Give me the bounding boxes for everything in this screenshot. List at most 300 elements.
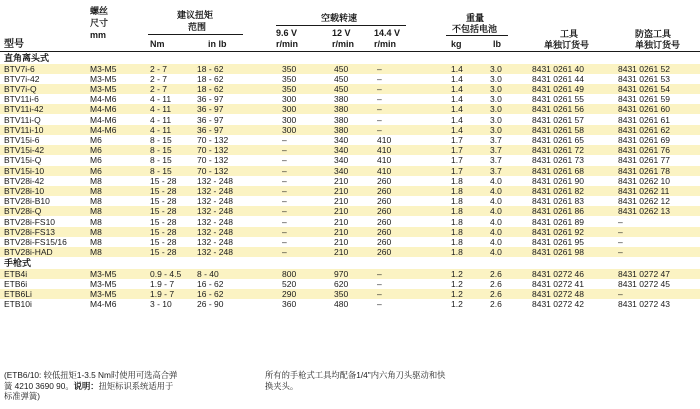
- table-row: [0, 289, 700, 299]
- header-torque-inlb: in lb: [208, 39, 227, 49]
- cell-model: BTV15i-6: [4, 134, 40, 145]
- cell-lb: 3.0: [490, 63, 502, 74]
- cell-model: BTV28i-FS13: [4, 226, 56, 237]
- cell-kg: 1.4: [451, 83, 463, 94]
- cell-s96: –: [282, 145, 287, 156]
- cell-anti: 8431 0262 13: [618, 206, 670, 217]
- cell-s144: –: [377, 268, 382, 279]
- cell-s144: 260: [377, 175, 392, 186]
- cell-s12: 970: [334, 268, 349, 279]
- cell-thread: M3-M5: [90, 83, 117, 94]
- cell-s144: –: [377, 73, 382, 84]
- table-row: [0, 227, 700, 237]
- cell-tool: 8431 0261 98: [532, 247, 584, 258]
- cell-s144: 410: [377, 134, 392, 145]
- cell-s96: –: [282, 236, 287, 247]
- cell-nm: 4 - 11: [150, 124, 172, 135]
- cell-tool: 8431 0261 40: [532, 63, 584, 74]
- cell-nm: 8 - 15: [150, 165, 172, 176]
- table-row: [0, 125, 700, 135]
- table-row: [0, 104, 700, 114]
- cell-s144: –: [377, 279, 382, 289]
- cell-nm: 1.9 - 7: [150, 289, 175, 300]
- cell-tool: 8431 0272 46: [532, 268, 584, 279]
- cell-inlb: 70 - 132: [197, 155, 229, 166]
- cell-s96: –: [282, 175, 287, 186]
- cell-thread: M8: [90, 226, 102, 237]
- cell-anti: 8431 0262 10: [618, 175, 670, 186]
- table-row: [0, 196, 700, 206]
- cell-s96: –: [282, 155, 287, 166]
- cell-lb: 4.0: [490, 226, 502, 237]
- cell-anti: 8431 0272 45: [618, 279, 670, 289]
- footnote-right: [265, 370, 515, 391]
- footnote-left: [4, 370, 264, 402]
- cell-kg: 1.4: [451, 63, 463, 74]
- cell-kg: 1.7: [451, 165, 463, 176]
- cell-lb: 3.7: [490, 165, 502, 176]
- table-row: [0, 269, 700, 279]
- cell-s96: 350: [282, 63, 297, 74]
- cell-s96: 300: [282, 94, 297, 105]
- header-weight-sub: 不包括电池: [452, 24, 498, 34]
- cell-nm: 1.9 - 7: [150, 279, 175, 289]
- cell-tool: 8431 0261 65: [532, 134, 584, 145]
- cell-model: BTV28i-42: [4, 175, 45, 186]
- weight-underline: [446, 35, 508, 36]
- cell-kg: 1.8: [451, 226, 463, 237]
- cell-thread: M8: [90, 216, 102, 227]
- header-torque-2: 范围: [188, 22, 207, 32]
- cell-model: BTV28i-Q: [4, 206, 42, 217]
- cell-anti: 8431 0261 54: [618, 83, 670, 94]
- cell-s96: –: [282, 226, 287, 237]
- cell-lb: 2.6: [490, 289, 502, 300]
- cell-lb: 3.7: [490, 155, 502, 166]
- table-row: [0, 217, 700, 227]
- cell-anti: –: [618, 226, 623, 237]
- footnote-left-line-3: 扭矩标识系统适用于: [98, 380, 174, 391]
- cell-kg: 1.4: [451, 114, 463, 125]
- cell-s12: 350: [334, 289, 349, 300]
- cell-nm: 15 - 28: [150, 185, 177, 196]
- cell-inlb: 132 - 248: [197, 216, 233, 227]
- cell-kg: 1.8: [451, 175, 463, 186]
- cell-s12: 620: [334, 279, 349, 289]
- cell-thread: M8: [90, 247, 102, 258]
- cell-inlb: 18 - 62: [197, 73, 224, 84]
- cell-lb: 4.0: [490, 247, 502, 258]
- cell-nm: 15 - 28: [150, 196, 177, 207]
- cell-model: BTV28i-FS10: [4, 216, 56, 227]
- cell-s144: 410: [377, 145, 392, 156]
- cell-s144: –: [377, 83, 382, 94]
- cell-s144: 260: [377, 196, 392, 207]
- cell-kg: 1.7: [451, 134, 463, 145]
- table-row: [0, 247, 700, 257]
- cell-s96: –: [282, 247, 287, 258]
- cell-thread: M6: [90, 165, 102, 176]
- cell-lb: 3.0: [490, 104, 502, 115]
- cell-lb: 4.0: [490, 216, 502, 227]
- cell-kg: 1.8: [451, 216, 463, 227]
- cell-anti: 8431 0261 61: [618, 114, 670, 125]
- cell-tool: 8431 0272 41: [532, 279, 584, 289]
- footnote-right-line-1: 所有的手枪式工具均配备1/4"内六角刀头驱动和快: [265, 370, 446, 380]
- cell-tool: 8431 0261 56: [532, 104, 584, 115]
- cell-thread: M4-M6: [90, 124, 117, 135]
- cell-s144: –: [377, 63, 382, 74]
- cell-anti: 8431 0261 77: [618, 155, 670, 166]
- cell-inlb: 18 - 62: [197, 63, 224, 74]
- torque-underline: [148, 34, 243, 35]
- table-row: [0, 94, 700, 104]
- header-model: 型号: [4, 39, 24, 50]
- cell-s12: 210: [334, 247, 349, 258]
- cell-nm: 0.9 - 4.5: [150, 268, 182, 279]
- cell-model: BTV15i-10: [4, 165, 45, 176]
- cell-kg: 1.4: [451, 104, 463, 115]
- cell-anti: 8431 0261 53: [618, 73, 670, 84]
- cell-nm: 4 - 11: [150, 104, 172, 115]
- cell-anti: 8431 0261 76: [618, 145, 670, 156]
- cell-thread: M6: [90, 155, 102, 166]
- cell-lb: 3.0: [490, 94, 502, 105]
- cell-lb: 2.6: [490, 268, 502, 279]
- cell-s12: 210: [334, 196, 349, 207]
- cell-s12: 210: [334, 236, 349, 247]
- cell-s96: 520: [282, 279, 297, 289]
- cell-s144: 260: [377, 226, 392, 237]
- cell-tool: 8431 0261 49: [532, 83, 584, 94]
- cell-kg: 1.4: [451, 73, 463, 84]
- cell-model: BTV7i-Q: [4, 83, 37, 94]
- cell-lb: 3.7: [490, 134, 502, 145]
- header-144v-unit: r/min: [374, 39, 397, 49]
- cell-thread: M3-M5: [90, 73, 117, 84]
- cell-kg: 1.2: [451, 289, 463, 300]
- table-row: [0, 115, 700, 125]
- cell-nm: 8 - 15: [150, 145, 172, 156]
- cell-inlb: 132 - 248: [197, 185, 233, 196]
- cell-inlb: 70 - 132: [197, 134, 229, 145]
- header-lb: lb: [493, 39, 501, 49]
- cell-s144: –: [377, 104, 382, 115]
- cell-tool: 8431 0261 73: [532, 155, 584, 166]
- cell-s144: 260: [377, 236, 392, 247]
- speed-underline: [276, 25, 406, 26]
- cell-nm: 15 - 28: [150, 226, 177, 237]
- header-thread-2: 尺寸: [90, 18, 109, 28]
- cell-anti: 8431 0262 11: [618, 185, 670, 196]
- cell-tool: 8431 0272 48: [532, 289, 584, 300]
- cell-inlb: 26 - 90: [197, 299, 224, 310]
- cell-anti: 8431 0261 62: [618, 124, 670, 135]
- cell-model: ETB4i: [4, 268, 28, 279]
- section-title: 手枪式: [4, 258, 32, 269]
- cell-thread: M8: [90, 185, 102, 196]
- cell-anti: 8431 0261 59: [618, 94, 670, 105]
- cell-s144: –: [377, 124, 382, 135]
- cell-nm: 15 - 28: [150, 247, 177, 258]
- cell-lb: 4.0: [490, 236, 502, 247]
- cell-tool: 8431 0261 72: [532, 145, 584, 156]
- cell-inlb: 132 - 248: [197, 206, 233, 217]
- cell-inlb: 132 - 248: [197, 196, 233, 207]
- cell-tool: 8431 0261 44: [532, 73, 584, 84]
- cell-s12: 340: [334, 165, 349, 176]
- table-row: [0, 84, 700, 94]
- cell-tool: 8431 0272 42: [532, 299, 584, 310]
- cell-s144: 260: [377, 185, 392, 196]
- header-tool-2: 单独订货号: [544, 40, 590, 50]
- cell-s12: 340: [334, 134, 349, 145]
- cell-model: ETB10i: [4, 299, 32, 310]
- header-bottom-rule: [0, 51, 700, 52]
- cell-s12: 210: [334, 226, 349, 237]
- header-weight: 重量: [466, 13, 485, 23]
- table-row: [0, 186, 700, 196]
- cell-s12: 480: [334, 299, 349, 310]
- cell-thread: M3-M5: [90, 279, 117, 289]
- cell-model: BTV28i-10: [4, 185, 45, 196]
- cell-kg: 1.4: [451, 94, 463, 105]
- table-row: [0, 145, 700, 155]
- table-header: [0, 0, 700, 52]
- cell-model: BTV11i-42: [4, 104, 44, 115]
- cell-thread: M8: [90, 196, 102, 207]
- cell-kg: 1.8: [451, 206, 463, 217]
- cell-nm: 8 - 15: [150, 155, 172, 166]
- cell-s12: 450: [334, 63, 349, 74]
- cell-s96: 350: [282, 83, 297, 94]
- cell-nm: 2 - 7: [150, 83, 168, 94]
- cell-lb: 4.0: [490, 196, 502, 207]
- cell-thread: M4-M6: [90, 94, 117, 105]
- cell-lb: 3.0: [490, 83, 502, 94]
- cell-s12: 210: [334, 206, 349, 217]
- cell-s144: 260: [377, 216, 392, 227]
- cell-anti: 8431 0261 52: [618, 63, 670, 74]
- cell-s96: 300: [282, 114, 297, 125]
- table-row: [0, 74, 700, 84]
- cell-s144: 410: [377, 165, 392, 176]
- cell-tool: 8431 0261 55: [532, 94, 584, 105]
- header-anti-2: 单独订货号: [635, 40, 681, 50]
- cell-nm: 8 - 15: [150, 134, 172, 145]
- cell-tool: 8431 0261 90: [532, 175, 584, 186]
- cell-inlb: 36 - 97: [197, 94, 224, 105]
- header-tool-1: 工具: [560, 29, 579, 39]
- cell-model: BTV15i-Q: [4, 155, 42, 166]
- cell-thread: M8: [90, 236, 102, 247]
- table-row: [0, 64, 700, 74]
- cell-lb: 3.7: [490, 145, 502, 156]
- cell-anti: –: [618, 236, 623, 247]
- cell-lb: 4.0: [490, 185, 502, 196]
- cell-model: BTV11i-6: [4, 94, 39, 105]
- header-kg: kg: [451, 39, 462, 49]
- cell-s96: –: [282, 196, 287, 207]
- cell-tool: 8431 0261 58: [532, 124, 584, 135]
- cell-kg: 1.7: [451, 155, 463, 166]
- cell-tool: 8431 0261 83: [532, 196, 584, 207]
- footnote-left-line-4: 标准弹簧): [4, 391, 40, 401]
- cell-anti: –: [618, 216, 623, 227]
- cell-anti: 8431 0272 47: [618, 268, 670, 279]
- cell-s12: 450: [334, 73, 349, 84]
- cell-lb: 2.6: [490, 279, 502, 289]
- cell-kg: 1.8: [451, 247, 463, 258]
- cell-s96: 800: [282, 268, 297, 279]
- cell-thread: M3-M5: [90, 268, 117, 279]
- cell-tool: 8431 0261 86: [532, 206, 584, 217]
- cell-anti: 8431 0261 69: [618, 134, 670, 145]
- cell-s96: –: [282, 185, 287, 196]
- table-row: [0, 155, 700, 165]
- cell-kg: 1.8: [451, 196, 463, 207]
- cell-kg: 1.7: [451, 145, 463, 156]
- footnote-left-line-1: (ETB6/10: 较低扭矩1-3.5 Nm时使用可选高合弹: [4, 370, 178, 380]
- cell-nm: 3 - 10: [150, 299, 172, 310]
- cell-thread: M6: [90, 134, 102, 145]
- cell-inlb: 132 - 248: [197, 226, 233, 237]
- cell-s96: 290: [282, 289, 297, 300]
- cell-s96: –: [282, 134, 287, 145]
- cell-s144: 260: [377, 247, 392, 258]
- cell-thread: M4-M6: [90, 104, 117, 115]
- cell-lb: 4.0: [490, 175, 502, 186]
- cell-model: BTV7i-42: [4, 73, 40, 84]
- cell-s96: –: [282, 216, 287, 227]
- cell-inlb: 36 - 97: [197, 114, 224, 125]
- footnote-left-line-2: 簧 4210 3690 90。: [4, 380, 74, 391]
- cell-model: BTV15i-42: [4, 145, 45, 156]
- cell-thread: M3-M5: [90, 63, 117, 74]
- cell-anti: –: [618, 247, 623, 258]
- cell-s12: 210: [334, 185, 349, 196]
- cell-tool: 8431 0261 95: [532, 236, 584, 247]
- cell-anti: –: [618, 289, 623, 300]
- header-144v: 14.4 V: [374, 28, 401, 38]
- table-row: [0, 279, 700, 289]
- cell-kg: 1.8: [451, 185, 463, 196]
- header-thread-1: 螺丝: [90, 6, 109, 16]
- table-row: [0, 237, 700, 247]
- cell-thread: M8: [90, 206, 102, 217]
- cell-s144: –: [377, 94, 382, 105]
- cell-nm: 15 - 28: [150, 175, 177, 186]
- cell-inlb: 18 - 62: [197, 83, 224, 94]
- cell-nm: 15 - 28: [150, 236, 177, 247]
- cell-lb: 2.6: [490, 299, 502, 310]
- header-torque-nm: Nm: [150, 39, 165, 49]
- cell-inlb: 8 - 40: [197, 268, 219, 279]
- header-torque-1: 建议扭矩: [177, 10, 214, 20]
- cell-s144: 260: [377, 206, 392, 217]
- cell-s144: –: [377, 299, 382, 310]
- cell-nm: 4 - 11: [150, 114, 172, 125]
- cell-s12: 210: [334, 216, 349, 227]
- cell-thread: M6: [90, 145, 102, 156]
- footnote-right-line-2: 换夹头。: [265, 380, 299, 391]
- cell-thread: M4-M6: [90, 114, 117, 125]
- cell-inlb: 16 - 62: [197, 279, 224, 289]
- cell-lb: 3.0: [490, 73, 502, 84]
- cell-lb: 4.0: [490, 206, 502, 217]
- cell-anti: 8431 0261 60: [618, 104, 670, 115]
- table-row: [0, 206, 700, 216]
- cell-inlb: 70 - 132: [197, 165, 229, 176]
- cell-inlb: 132 - 248: [197, 236, 233, 247]
- cell-nm: 15 - 28: [150, 216, 177, 227]
- cell-nm: 2 - 7: [150, 63, 168, 74]
- header-12v-unit: r/min: [332, 39, 355, 49]
- cell-kg: 1.4: [451, 124, 463, 135]
- cell-s12: 380: [334, 114, 349, 125]
- cell-tool: 8431 0261 82: [532, 185, 584, 196]
- cell-inlb: 36 - 97: [197, 124, 224, 135]
- cell-inlb: 70 - 132: [197, 145, 229, 156]
- header-96v-unit: r/min: [276, 39, 299, 49]
- cell-anti: 8431 0272 43: [618, 299, 670, 310]
- cell-s144: –: [377, 289, 382, 300]
- cell-s12: 210: [334, 175, 349, 186]
- table-row: [0, 166, 700, 176]
- cell-s96: 300: [282, 124, 297, 135]
- footnote-note-label: 说明：: [73, 380, 99, 391]
- cell-s144: –: [377, 114, 382, 125]
- cell-s12: 380: [334, 94, 349, 105]
- cell-model: BTV11i-10: [4, 124, 44, 135]
- cell-s96: 300: [282, 104, 297, 115]
- header-anti-1: 防盗工具: [635, 29, 672, 39]
- cell-s96: –: [282, 206, 287, 217]
- header-thread-3: mm: [90, 30, 107, 40]
- cell-anti: 8431 0261 78: [618, 165, 670, 176]
- cell-s96: –: [282, 165, 287, 176]
- cell-model: BTV11i-Q: [4, 114, 41, 125]
- cell-kg: 1.2: [451, 299, 463, 310]
- cell-nm: 4 - 11: [150, 94, 172, 105]
- cell-model: ETB6i: [4, 279, 28, 289]
- cell-tool: 8431 0261 57: [532, 114, 584, 125]
- cell-s12: 380: [334, 124, 349, 135]
- cell-nm: 2 - 7: [150, 73, 168, 84]
- cell-tool: 8431 0261 92: [532, 226, 584, 237]
- cell-s12: 450: [334, 83, 349, 94]
- cell-thread: M8: [90, 175, 102, 186]
- cell-kg: 1.2: [451, 279, 463, 289]
- table-row: [0, 135, 700, 145]
- cell-lb: 3.0: [490, 114, 502, 125]
- cell-thread: M4-M6: [90, 299, 117, 310]
- cell-nm: 15 - 28: [150, 206, 177, 217]
- cell-tool: 8431 0261 89: [532, 216, 584, 227]
- cell-model: BTV28i-B10: [4, 196, 50, 207]
- cell-lb: 3.0: [490, 124, 502, 135]
- cell-kg: 1.2: [451, 268, 463, 279]
- section-title: 直角离头式: [4, 53, 50, 63]
- cell-s144: 410: [377, 155, 392, 166]
- cell-s12: 340: [334, 155, 349, 166]
- cell-s12: 340: [334, 145, 349, 156]
- table-row: [0, 299, 700, 309]
- cell-inlb: 132 - 248: [197, 175, 233, 186]
- cell-model: BTV28i-FS15/16: [4, 236, 67, 247]
- header-96v: 9.6 V: [276, 28, 298, 38]
- cell-inlb: 36 - 97: [197, 104, 224, 115]
